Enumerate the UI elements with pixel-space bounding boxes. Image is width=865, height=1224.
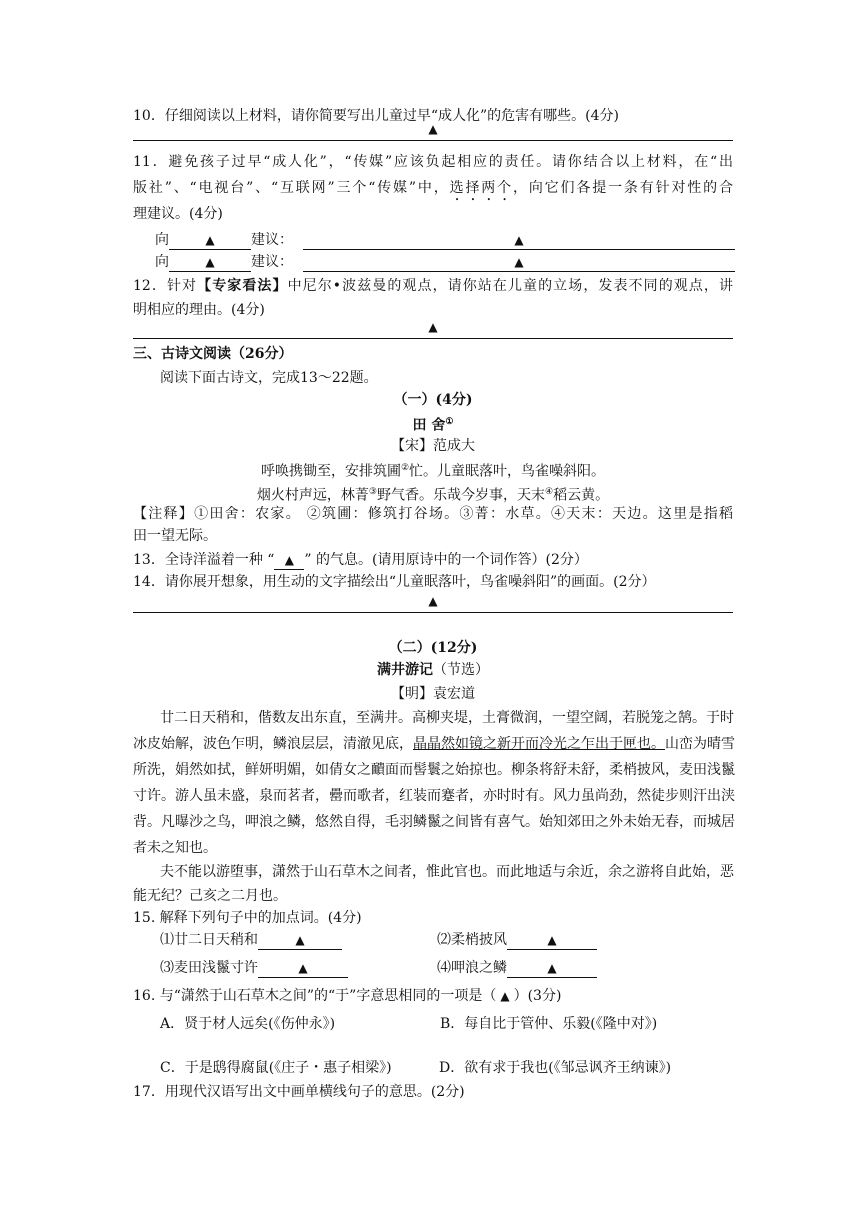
- question-14: 14．请你展开想象，用生动的文字描绘出“儿童眠落叶，鸟雀噪斜阳”的画面。(2分）: [133, 574, 656, 590]
- section-3-intro: 阅读下面古诗文，完成13～22题。: [160, 370, 378, 386]
- section-3-heading: 三、古诗文阅读（26分）: [133, 346, 293, 362]
- question-11-line-3: 理建议。(4分): [133, 206, 223, 222]
- question-10: 10．仔细阅读以上材料，请你简要写出儿童过早“成人化”的危害有哪些。(4分): [133, 108, 619, 124]
- option-c: C．于是鸱得腐鼠(《庄子・惠子相梁》): [160, 1060, 392, 1076]
- suggestion-blank-2[interactable]: ▲: [303, 253, 735, 272]
- answer-row-2: 向 ▲ 建议： ▲: [155, 252, 735, 272]
- question-13: 13．全诗洋溢着一种 “ ▲ ” 的气息。(请用原诗中的一个词作答）(2分）: [133, 552, 588, 568]
- answer-line-10[interactable]: [133, 118, 733, 141]
- annotation-line-2: 田一望无际。: [133, 528, 217, 544]
- poem-author: 【宋】范成大: [391, 438, 475, 454]
- q15-item-3: ⑶麦田浅鬣寸许 ▲: [160, 958, 348, 978]
- suggestion-blank-1[interactable]: ▲: [303, 231, 735, 250]
- answer-blank-15-4[interactable]: ▲: [507, 959, 597, 978]
- prose-line-5: 背。凡曝沙之鸟，呷浪之鳞，悠然自得，毛羽鳞鬣之间皆有喜气。始知郊田之外未始无春，而城居: [133, 814, 735, 830]
- question-12-line-1: 12．针对【专家看法】中尼尔•波兹曼的观点，请你站在儿童的立场，发表不同的观点，讲: [133, 278, 733, 294]
- question-17: 17．用现代汉语写出文中画单横线句子的意思。(2分): [133, 1084, 465, 1100]
- answer-row-1: 向 ▲ 建议： ▲: [155, 230, 735, 250]
- answer-blank-13[interactable]: ▲: [274, 551, 304, 570]
- option-a: A．贤于材人远矣(《伤仲永》): [160, 1016, 336, 1032]
- answer-blank-15-2[interactable]: ▲: [507, 931, 597, 950]
- option-b: B．每自比于管仲、乐毅(《隆中对》): [440, 1016, 658, 1032]
- media-blank-1[interactable]: ▲: [169, 231, 251, 250]
- answer-blank-15-1[interactable]: ▲: [258, 931, 342, 950]
- prose-title: 满井游记（节选）: [377, 662, 489, 678]
- q15-item-4: ⑷呷浪之鳞 ▲: [437, 958, 597, 978]
- answer-line-14[interactable]: ▲: [133, 590, 733, 613]
- prose-line-8: 能无纪？己亥之二月也。: [133, 888, 287, 904]
- poem-line-1: 呼唤携锄至，安排筑圃②忙。儿童眠落叶，鸟雀噪斜阳。: [260, 463, 606, 480]
- poem-line-2: 烟火村声远，林菁③野气香。乐哉今岁事，天末④稻云黄。: [256, 487, 610, 504]
- poem-title: 田 舍①: [412, 417, 454, 434]
- annotation-line-1: 【注释】①田舍：农家。 ②筑圃：修筑打谷场。③菁：水草。④天末：天边。这里是指稻: [133, 506, 733, 522]
- part-2-heading: （二）(12分): [388, 640, 478, 656]
- prose-line-4: 寸许。游人虽未盛，泉而茗者，罍而歌者，红装而蹇者，亦时时有。风力虽尚劲，然徒步则汗出浃: [133, 788, 735, 804]
- prose-line-1: 廿二日天稍和，偕数友出东直，至满井。高柳夹堤，土膏微润，一望空阔，若脱笼之鹄。于时: [160, 710, 734, 726]
- media-blank-2[interactable]: ▲: [169, 253, 251, 272]
- question-15: 15. 解释下列句子中的加点词。(4分): [133, 910, 362, 926]
- prose-line-6: 者未之知也。: [133, 840, 217, 856]
- prose-line-7: 夫不能以游堕事，潇然于山石草木之间者，惟此官也。而此地适与余近，余之游将自此始，恶: [160, 864, 734, 880]
- q15-item-2: ⑵柔梢披风 ▲: [437, 930, 597, 950]
- answer-blank-15-3[interactable]: ▲: [258, 959, 348, 978]
- part-1-heading: （一）(4分): [393, 392, 473, 408]
- option-d: D．欲有求于我也(《邹忌讽齐王纳谏》): [439, 1060, 672, 1076]
- question-16: 16. 与“潇然于山石草木之间”的“于”字意思相同的一项是（ ▲ ）(3分): [133, 988, 562, 1004]
- prose-line-2: 冰皮始解，波色乍明，鳞浪层层，清澈见底，晶晶然如镜之新开而冷光之乍出于匣也。山峦为晴雪: [133, 736, 735, 752]
- question-11-line-1: 11．避免孩子过早“成人化”，“传媒”应该负起相应的责任。请你结合以上材料，在“出: [133, 154, 733, 170]
- q15-item-1: ⑴廿二日天稍和 ▲: [160, 930, 342, 950]
- answer-choice-16[interactable]: ▲: [500, 989, 510, 1003]
- underlined-sentence: 晶晶然如镜之新开而冷光之乍出于匣也。: [413, 736, 665, 752]
- question-11-line-2: 版社”、“电视台”、“互联网”三个“传媒”中，选择两个，向它们各提一条有针对性的合: [133, 180, 733, 196]
- emphasis-text: 选择两个: [449, 180, 513, 196]
- answer-triangle: ▲: [428, 122, 438, 136]
- answer-line-12[interactable]: ▲: [133, 316, 733, 339]
- question-12-line-2: 明相应的理由。(4分): [133, 302, 265, 318]
- prose-author: 【明】袁宏道: [391, 686, 475, 702]
- prose-line-3: 所洗，娟然如拭，鲜妍明媚，如倩女之靧面而髻鬟之始掠也。柳条将舒未舒，柔梢披风，麦田浅鬣: [133, 762, 735, 778]
